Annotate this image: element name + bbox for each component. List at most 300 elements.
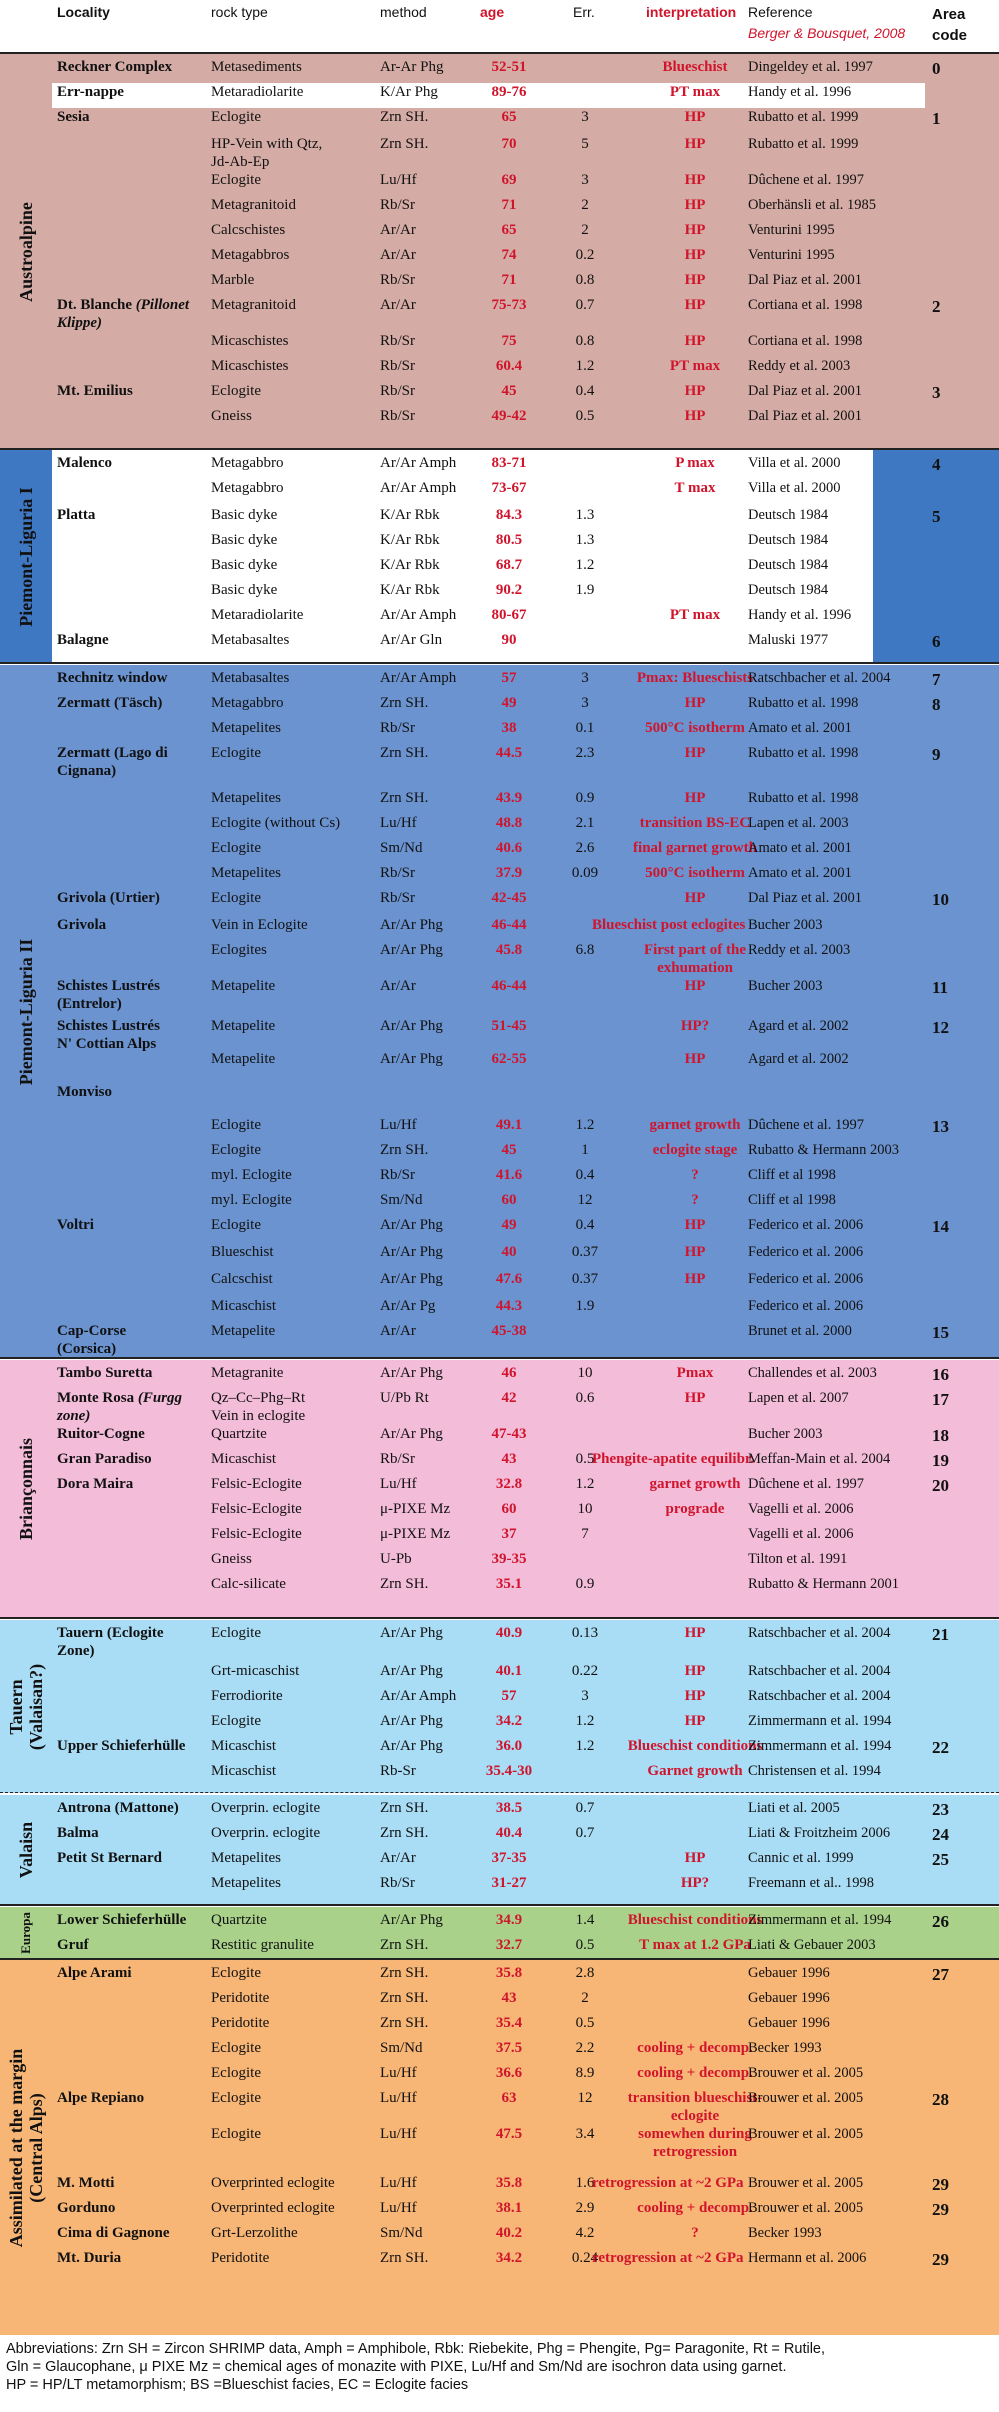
- age-value: 47-43: [491, 1426, 527, 1442]
- method: Lu/Hf: [380, 1476, 417, 1492]
- age-value: 57: [501, 1688, 517, 1704]
- locality: Zermatt (Lago di: [57, 745, 168, 761]
- area-code: 29: [932, 2175, 949, 2194]
- method: Sm/Nd: [380, 2040, 423, 2056]
- area-code: 8: [932, 695, 941, 714]
- error-value: 0.8: [575, 333, 595, 349]
- reference: Agard et al. 2002: [748, 1051, 849, 1067]
- rock-type: Eclogite: [211, 172, 261, 188]
- reference: Venturini 1995: [748, 247, 835, 263]
- area-code: 3: [932, 383, 941, 402]
- reference: Ratschbacher et al. 2004: [748, 1663, 891, 1679]
- table-row: [0, 1964, 999, 1989]
- age-value: 80-67: [491, 607, 527, 623]
- interpretation: HP: [684, 1051, 706, 1067]
- rock-type: Metapelite: [211, 1051, 276, 1067]
- method: Zrn SH.: [380, 2250, 429, 2266]
- locality: Schistes Lustrés: [57, 1018, 160, 1034]
- table-row: [0, 2199, 999, 2224]
- age-value: 68.7: [495, 557, 523, 573]
- method: Ar/Ar: [380, 297, 416, 313]
- locality: Monte Rosa (Furgg: [57, 1390, 183, 1406]
- table-row: [0, 631, 999, 656]
- error-value: 0.09: [571, 865, 599, 881]
- rock-type: Eclogite: [211, 1142, 261, 1158]
- error-value: 1.3: [575, 532, 595, 548]
- reference: Dal Piaz et al. 2001: [748, 890, 862, 906]
- table-row: [0, 1762, 999, 1787]
- rock-type: Vein in Eclogite: [211, 917, 308, 933]
- table-row: [0, 1322, 999, 1358]
- locality-line-2: zone): [57, 1408, 91, 1424]
- age-value: 47.5: [495, 2126, 523, 2142]
- locality-line-2: N' Cottian Alps: [57, 1036, 157, 1052]
- age-value: 34.9: [495, 1912, 523, 1928]
- reference: Challendes et al. 2003: [748, 1365, 877, 1381]
- reference: Agard et al. 2002: [748, 1018, 849, 1034]
- interpretation: HP: [684, 1850, 706, 1866]
- group-label-text: Austroalpine: [16, 201, 36, 302]
- rock-type: Basic dyke: [211, 532, 278, 548]
- error-value: 2.1: [575, 815, 595, 831]
- rock-type-line-2: Vein in eclogite: [211, 1408, 306, 1424]
- table-row: [0, 814, 999, 839]
- rock-type: Metagabbro: [211, 480, 284, 496]
- rock-type: Micaschist: [211, 1298, 276, 1314]
- error-value: 0.8: [575, 272, 595, 288]
- rock-type: Metapelites: [211, 865, 281, 881]
- method: Zrn SH.: [380, 1937, 429, 1953]
- group-1: [0, 450, 999, 663]
- rock-type: Eclogite: [211, 2126, 261, 2142]
- method: Ar/Ar Amph: [380, 607, 457, 623]
- reference: Dal Piaz et al. 2001: [748, 383, 862, 399]
- table-row: [0, 669, 999, 694]
- reference: Rubatto et al. 1999: [748, 109, 859, 125]
- reference: Oberhänsli et al. 1985: [748, 197, 877, 213]
- error-value: 0.1: [575, 720, 595, 736]
- table-row: [0, 108, 999, 135]
- table-row: [0, 1475, 999, 1500]
- interpretation: transition blueschist-: [627, 2090, 763, 2106]
- rock-type: myl. Eclogite: [211, 1167, 292, 1183]
- rock-type: Blueschist: [211, 1244, 274, 1260]
- interpretation: Phengite-apatite equilibr.: [592, 1451, 754, 1467]
- col-reference-sub: Berger & Bousquet, 2008: [748, 25, 906, 41]
- rock-type: Metapelite: [211, 1018, 276, 1034]
- table-row: [0, 916, 999, 941]
- table-row: [0, 1116, 999, 1141]
- area-code: 10: [932, 890, 949, 909]
- method: Lu/Hf: [380, 172, 417, 188]
- error-value: 0.7: [575, 297, 595, 313]
- method: Rb/Sr: [380, 197, 416, 213]
- interpretation: PT max: [669, 358, 721, 374]
- method: Zrn SH.: [380, 109, 429, 125]
- interpretation: HP: [684, 978, 706, 994]
- table-row: [0, 58, 999, 83]
- interpretation: ?: [691, 1167, 699, 1183]
- rock-type: Overprin. eclogite: [211, 1825, 321, 1841]
- error-value: 1.2: [575, 1713, 595, 1729]
- error-value: 2: [581, 222, 589, 238]
- reference: Dûchene et al. 1997: [748, 1117, 864, 1133]
- table-row: [0, 506, 999, 531]
- reference: Rubatto & Hermann 2003: [748, 1142, 900, 1158]
- table-row: [0, 221, 999, 246]
- interpretation: ?: [691, 2225, 699, 2241]
- reference: Zimmermann et al. 1994: [748, 1713, 892, 1729]
- table-row: [0, 407, 999, 432]
- reference: Rubatto et al. 1998: [748, 745, 859, 761]
- age-value: 44.3: [495, 1298, 523, 1314]
- rock-type: Metaradiolarite: [211, 84, 304, 100]
- interpretation: HP?: [680, 1875, 710, 1891]
- error-value: 0.4: [575, 383, 595, 399]
- method: Zrn SH.: [380, 2015, 429, 2031]
- error-value: 1.3: [575, 507, 595, 523]
- interpretation: HP: [684, 1217, 706, 1233]
- table-row: [0, 889, 999, 916]
- interpretation: HP: [684, 1713, 706, 1729]
- age-value: 43: [501, 1990, 517, 2006]
- col-reference: Reference: [748, 4, 813, 20]
- interpretation: Pmax: Blueschists: [636, 670, 754, 686]
- table-row: [0, 2125, 999, 2174]
- error-value: 0.7: [575, 1825, 595, 1841]
- table-row: [0, 2039, 999, 2064]
- table-row: [0, 789, 999, 814]
- rock-type: Eclogite: [211, 1625, 261, 1641]
- method: Ar/Ar Phg: [380, 1738, 443, 1754]
- rock-type: Felsic-Eclogite: [211, 1526, 302, 1542]
- method: Zrn SH.: [380, 1800, 429, 1816]
- table-row: [0, 135, 999, 171]
- locality-line-2: Cignana): [57, 763, 117, 779]
- locality: Gruf: [57, 1937, 89, 1953]
- interpretation: cooling + decomp.: [637, 2065, 753, 2081]
- age-value: 35.8: [495, 1965, 523, 1981]
- rock-type: Eclogite: [211, 745, 261, 761]
- interpretation-line-2: eclogite: [670, 2108, 720, 2124]
- age-value: 69: [501, 172, 517, 188]
- area-code: 28: [932, 2090, 949, 2109]
- locality: Dt. Blanche (Pillonet: [57, 297, 190, 313]
- locality: Lower Schieferhülle: [57, 1912, 187, 1928]
- table-row: [0, 1216, 999, 1243]
- table-row: [0, 2249, 999, 2274]
- method: Sm/Nd: [380, 840, 423, 856]
- rock-type: Metapelites: [211, 790, 281, 806]
- table-row: [0, 744, 999, 789]
- rock-type: Metagranitoid: [211, 197, 296, 213]
- area-code: 15: [932, 1323, 949, 1342]
- locality: Dora Maira: [57, 1476, 134, 1492]
- age-value: 37.5: [495, 2040, 523, 2056]
- locality-line-2: Zone): [57, 1643, 95, 1659]
- rock-type: Felsic-Eclogite: [211, 1501, 302, 1517]
- reference: Brunet et al. 2000: [748, 1323, 852, 1339]
- interpretation: 500°C isotherm: [645, 865, 745, 881]
- table-row: [0, 271, 999, 296]
- rock-type: Calcschist: [211, 1271, 273, 1287]
- age-value: 43: [501, 1451, 517, 1467]
- group-label-text: Tauern (Valaisan?): [6, 1663, 46, 1750]
- area-code: 5: [932, 507, 941, 526]
- interpretation: cooling + decomp.: [637, 2200, 753, 2216]
- col-age: age: [480, 4, 505, 20]
- method: μ-PIXE Mz: [380, 1501, 451, 1517]
- table-row: [0, 1364, 999, 1389]
- reference: Gebauer 1996: [748, 1965, 830, 1981]
- rock-type: Felsic-Eclogite: [211, 1476, 302, 1492]
- col-area-code-1: Area: [932, 6, 966, 23]
- method: Lu/Hf: [380, 815, 417, 831]
- rock-type: Qz–Cc–Phg–Rt: [211, 1390, 306, 1406]
- reference: Brouwer et al. 2005: [748, 2200, 864, 2216]
- area-code: 29: [932, 2250, 949, 2269]
- locality: Mt. Emilius: [57, 383, 133, 399]
- error-value: 2.2: [575, 2040, 595, 2056]
- interpretation: HP: [684, 109, 706, 125]
- interpretation: HP: [684, 247, 706, 263]
- age-value: 74: [501, 247, 517, 263]
- method: Ar/Ar Phg: [380, 1051, 443, 1067]
- interpretation: HP: [684, 408, 706, 424]
- interpretation: 500°C isotherm: [645, 720, 745, 736]
- interpretation: HP: [684, 1688, 706, 1704]
- method: Ar/Ar Phg: [380, 1271, 443, 1287]
- age-value: 32.8: [495, 1476, 523, 1492]
- age-value: 39-35: [491, 1551, 527, 1567]
- method: Ar/Ar Amph: [380, 1688, 457, 1704]
- age-value: 44.5: [495, 745, 523, 761]
- error-value: 4.2: [575, 2225, 595, 2241]
- method: Lu/Hf: [380, 1117, 417, 1133]
- method: Zrn SH.: [380, 790, 429, 806]
- locality: Alpe Repiano: [57, 2090, 145, 2106]
- interpretation: T max at 1.2 GPa: [639, 1937, 751, 1953]
- locality: Gorduno: [57, 2200, 116, 2216]
- area-code: 23: [932, 1800, 949, 1819]
- reference: Bucher 2003: [748, 1426, 823, 1442]
- rock-type: Eclogite: [211, 2040, 261, 2056]
- error-value: 0.2: [575, 247, 595, 263]
- table-row: [0, 2174, 999, 2199]
- area-code: 4: [932, 455, 941, 474]
- reference: Liati & Froitzheim 2006: [748, 1825, 891, 1841]
- reference: Lapen et al. 2007: [748, 1390, 849, 1406]
- reference: Vagelli et al. 2006: [748, 1501, 854, 1517]
- table-row: [0, 357, 999, 382]
- locality: Grivola: [57, 917, 107, 933]
- interpretation: HP?: [680, 1018, 710, 1034]
- locality: Malenco: [57, 455, 112, 471]
- error-value: 0.9: [575, 790, 595, 806]
- error-value: 0.24: [571, 2250, 599, 2266]
- locality: Antrona (Mattone): [57, 1800, 179, 1816]
- error-value: 5: [581, 136, 589, 152]
- interpretation: HP: [684, 222, 706, 238]
- table-row: [0, 1911, 999, 1936]
- interpretation: HP: [684, 1625, 706, 1641]
- error-value: 2.3: [575, 745, 595, 761]
- method: Rb/Sr: [380, 890, 416, 906]
- rock-type: Grt-micaschist: [211, 1663, 300, 1679]
- locality: Balagne: [57, 632, 109, 648]
- rock-type: Peridotite: [211, 1990, 270, 2006]
- reference: Tilton et al. 1991: [748, 1551, 848, 1567]
- age-value: 46-44: [491, 917, 527, 933]
- locality: Mt. Duria: [57, 2250, 122, 2266]
- age-value: 37-35: [491, 1850, 527, 1866]
- rock-type: Peridotite: [211, 2015, 270, 2031]
- rock-type: Quartzite: [211, 1912, 267, 1928]
- reference: Federico et al. 2006: [748, 1271, 864, 1287]
- group-4: [0, 1620, 999, 1793]
- interpretation: garnet growth: [649, 1117, 741, 1133]
- age-value: 51-45: [491, 1018, 527, 1034]
- method: Rb/Sr: [380, 1875, 416, 1891]
- reference: Deutsch 1984: [748, 557, 829, 573]
- age-value: 37.9: [495, 865, 523, 881]
- area-code: 7: [932, 670, 941, 689]
- method: Zrn SH.: [380, 745, 429, 761]
- reference: Zimmermann et al. 1994: [748, 1738, 892, 1754]
- area-code: 6: [932, 632, 941, 651]
- error-value: 12: [577, 2090, 593, 2106]
- method: Ar/Ar Phg: [380, 1625, 443, 1641]
- error-value: 0.5: [575, 408, 595, 424]
- method: Rb-Sr: [380, 1763, 416, 1779]
- error-value: 3: [581, 172, 589, 188]
- rock-type: Metagranitoid: [211, 297, 296, 313]
- age-value: 32.7: [495, 1937, 523, 1953]
- error-value: 0.37: [571, 1244, 599, 1260]
- method: Ar/Ar Pg: [380, 1298, 436, 1314]
- table-row: [0, 1243, 999, 1270]
- age-value: 89-76: [491, 84, 527, 100]
- error-value: 0.37: [571, 1271, 599, 1287]
- table-row: [0, 196, 999, 221]
- table-row: [0, 581, 999, 606]
- table-row: [0, 1662, 999, 1687]
- locality: Zermatt (Täsch): [57, 695, 163, 711]
- group-5: [0, 1795, 999, 1905]
- method: Ar/Ar Phg: [380, 917, 443, 933]
- reference: Dûchene et al. 1997: [748, 172, 864, 188]
- method: Ar/Ar Phg: [380, 942, 443, 958]
- reference: Cortiana et al. 1998: [748, 333, 863, 349]
- error-value: 1.2: [575, 1117, 595, 1133]
- interpretation: Garnet growth: [647, 1763, 743, 1779]
- method: K/Ar Rbk: [380, 582, 440, 598]
- area-code: 25: [932, 1850, 949, 1869]
- method: Ar/Ar Phg: [380, 1365, 443, 1381]
- reference: Villa et al. 2000: [748, 455, 841, 471]
- reference: Federico et al. 2006: [748, 1298, 864, 1314]
- reference: Cliff et al 1998: [748, 1167, 836, 1183]
- abbreviations-footer: [6, 2340, 991, 2394]
- method: Sm/Nd: [380, 2225, 423, 2241]
- rock-type: Basic dyke: [211, 507, 278, 523]
- age-value: 73-67: [491, 480, 527, 496]
- age-value: 35.4: [495, 2015, 523, 2031]
- table-row: [0, 1737, 999, 1762]
- locality: Upper Schieferhülle: [57, 1738, 186, 1754]
- table-row: [0, 1297, 999, 1322]
- interpretation: eclogite stage: [652, 1142, 738, 1158]
- reference: Federico et al. 2006: [748, 1244, 864, 1260]
- reference: Deutsch 1984: [748, 532, 829, 548]
- method: Zrn SH.: [380, 1965, 429, 1981]
- reference: Amato et al. 2001: [748, 720, 852, 736]
- method: Zrn SH.: [380, 1142, 429, 1158]
- rock-type: myl. Eclogite: [211, 1192, 292, 1208]
- locality: Platta: [57, 507, 96, 523]
- age-value: 40.2: [495, 2225, 523, 2241]
- reference: Amato et al. 2001: [748, 840, 852, 856]
- method: Ar/Ar Phg: [380, 1244, 443, 1260]
- method: Ar/Ar: [380, 1323, 416, 1339]
- method: Rb/Sr: [380, 383, 416, 399]
- table-row: [0, 2014, 999, 2039]
- table-row: [0, 1874, 999, 1899]
- table-row: [0, 694, 999, 719]
- rock-type: Eclogite: [211, 890, 261, 906]
- error-value: 2: [581, 1990, 589, 2006]
- method: Lu/Hf: [380, 2090, 417, 2106]
- reference: Ratschbacher et al. 2004: [748, 1625, 891, 1641]
- table-row: [0, 1624, 999, 1662]
- rock-type: Metaradiolarite: [211, 607, 304, 623]
- reference: Bucher 2003: [748, 978, 823, 994]
- error-value: 8.9: [575, 2065, 595, 2081]
- error-value: 7: [581, 1526, 589, 1542]
- reference: Bucher 2003: [748, 917, 823, 933]
- interpretation: retrogression at ~2 GPa: [592, 2250, 744, 2266]
- table-row: [0, 1799, 999, 1824]
- age-value: 46: [501, 1365, 517, 1381]
- interpretation: Pmax: [676, 1365, 714, 1381]
- method: Ar/Ar Phg: [380, 1713, 443, 1729]
- locality: Tambo Suretta: [57, 1365, 153, 1381]
- rock-type-line-2: Jd-Ab-Ep: [211, 154, 270, 170]
- age-value: 90: [501, 632, 517, 648]
- rock-type: Basic dyke: [211, 582, 278, 598]
- col-interpretation: interpretation: [646, 4, 737, 20]
- method: Ar/Ar Amph: [380, 480, 457, 496]
- area-code: 2: [932, 297, 941, 316]
- age-value: 42: [501, 1390, 517, 1406]
- rock-type: Peridotite: [211, 2250, 270, 2266]
- method: K/Ar Rbk: [380, 557, 440, 573]
- method: Ar/Ar Phg: [380, 1663, 443, 1679]
- group-separator: [0, 1904, 999, 1906]
- age-value: 31-27: [491, 1875, 527, 1891]
- method: U-Pb: [380, 1551, 412, 1567]
- method: Lu/Hf: [380, 2065, 417, 2081]
- age-value: 35.4-30: [485, 1763, 533, 1779]
- age-value: 52-51: [491, 59, 527, 75]
- rock-type: Micaschist: [211, 1451, 276, 1467]
- reference: Brouwer et al. 2005: [748, 2175, 864, 2191]
- interpretation: somewhen during: [638, 2126, 752, 2142]
- table-row: [0, 171, 999, 196]
- rock-type: Eclogite: [211, 2090, 261, 2106]
- rock-type: Ferrodiorite: [211, 1688, 283, 1704]
- group-label-text: Briançonnais: [16, 1437, 36, 1541]
